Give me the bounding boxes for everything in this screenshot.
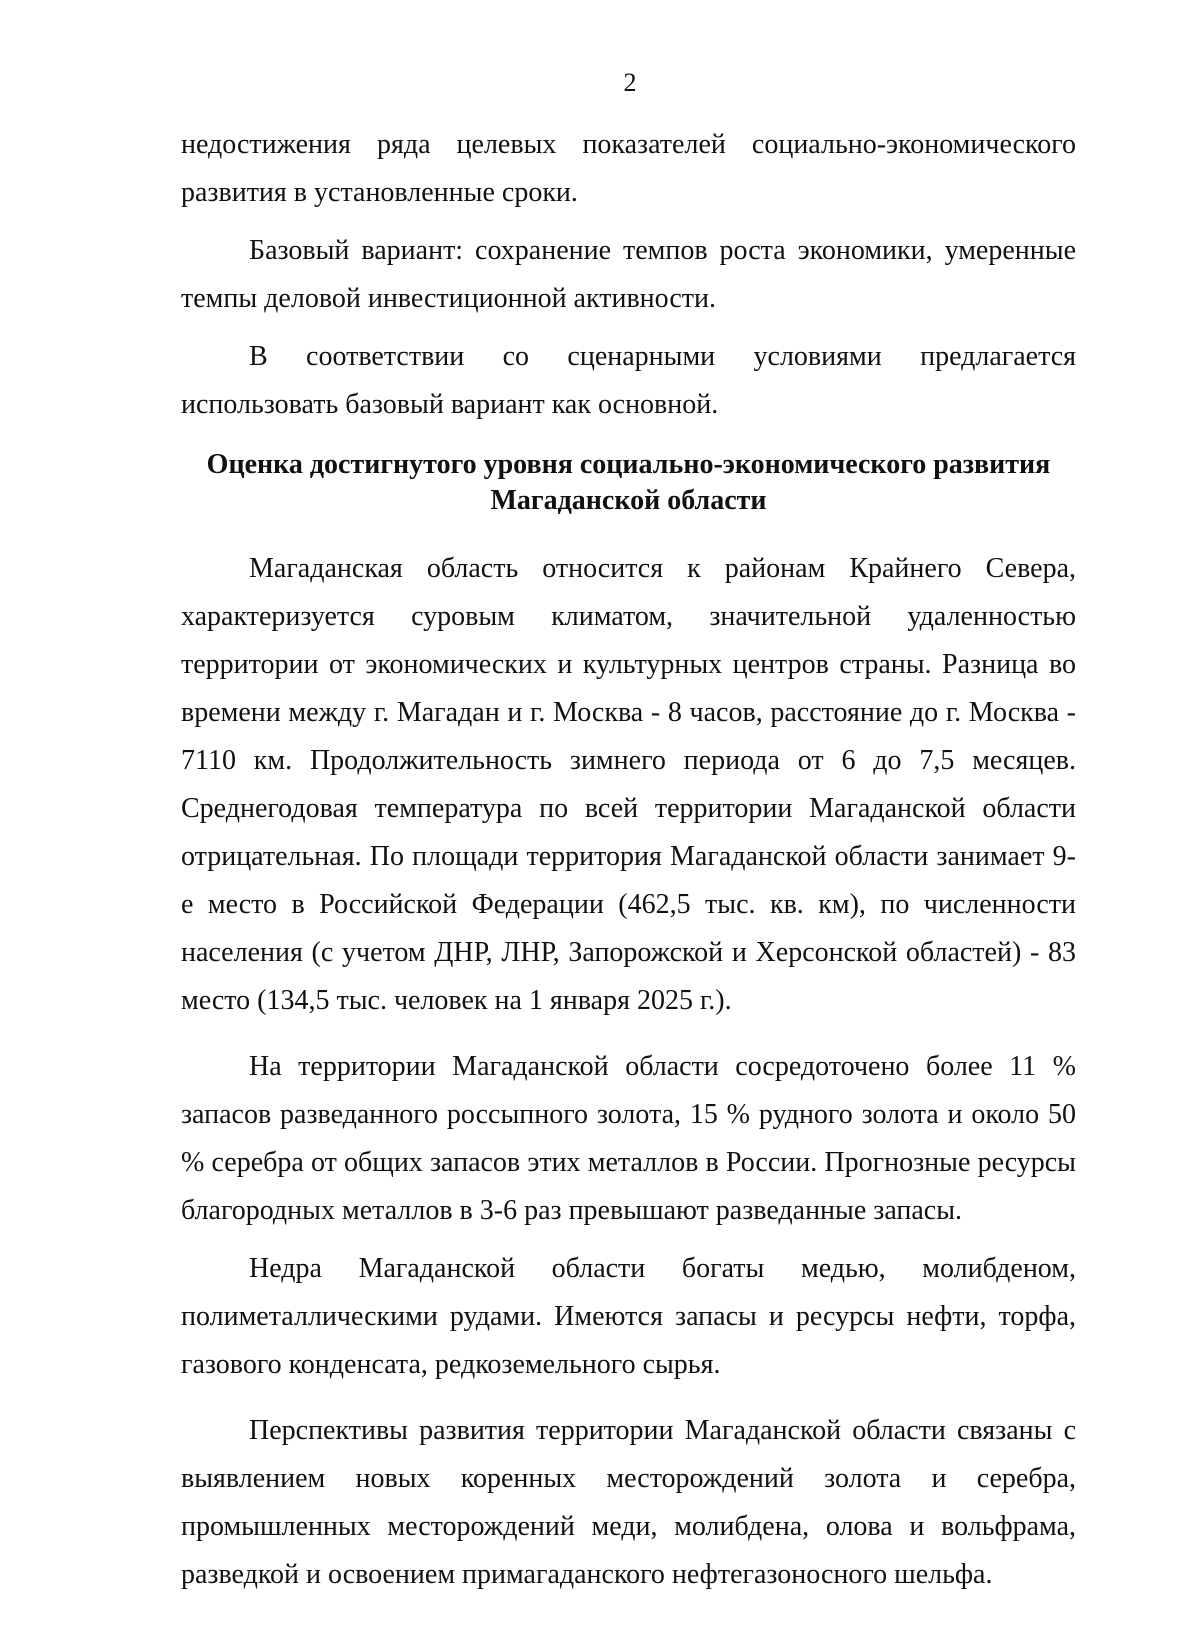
paragraph-base-scenario: Базовый вариант: сохранение темпов роста экономики, умеренные темпы деловой инвестиционной активности. (181, 235, 1076, 314)
paragraph-geography: Магаданская область относится к районам Крайнего Севера, характеризуется суровым климатом, значительной удаленностью территории от экономических и культурных центров страны. Разница во времени между г. Магадан и г. Москва - 8 часов, расстояние до г. Москва - 7110 км. Продолжительность зимнего периода от 6 до 7,5 месяцев. Среднегодовая температура по всей территории Магаданской области отрицательная. По площади территория Магаданской области занимает 9-е место в Российской Федерации (462,5 тыс. кв. км), по численности населения (с учетом ДНР, ЛНР, Запорожской и Херсонской областей) - 83 место (134,5 тыс. человек на 1 января 2025 г.). (181, 553, 1076, 1016)
page-number: 2 (623, 68, 637, 97)
paragraph-development-prospects: Перспективы развития территории Магаданской области связаны с выявлением новых коренных месторождений золота и серебра, промышленных месторождений меди, молибдена, олова и вольфрама, разведкой и освоением примагаданского нефтегазоносного шельфа. (181, 1415, 1076, 1590)
section-heading-line-1: Оценка достигнутого уровня социально-экономического развития (206, 449, 1051, 480)
document-body (181, 121, 1076, 1609)
section-heading-line-2: Магаданской области (490, 485, 767, 516)
paragraph-scenario-choice: В соответствии со сценарными условиями предлагается использовать базовый вариант как основной. (181, 341, 1076, 420)
paragraph-gold-reserves: На территории Магаданской области сосредоточено более 11 % запасов разведанного россыпного золота, 15 % рудного золота и около 50 % серебра от общих запасов этих металлов в России. Прогнозные ресурсы благородных металлов в 3-6 раз превышают разведанные запасы. (181, 1051, 1076, 1226)
paragraph-mineral-resources: Недра Магаданской области богаты медью, молибденом, полиметаллическими рудами. Имеются запасы и ресурсы нефти, торфа, газового конденсата, редкоземельного сырья. (181, 1253, 1076, 1380)
section-heading (181, 447, 1076, 519)
paragraph-continuation: недостижения ряда целевых показателей социально-экономического развития в установленные сроки. (181, 129, 1076, 208)
